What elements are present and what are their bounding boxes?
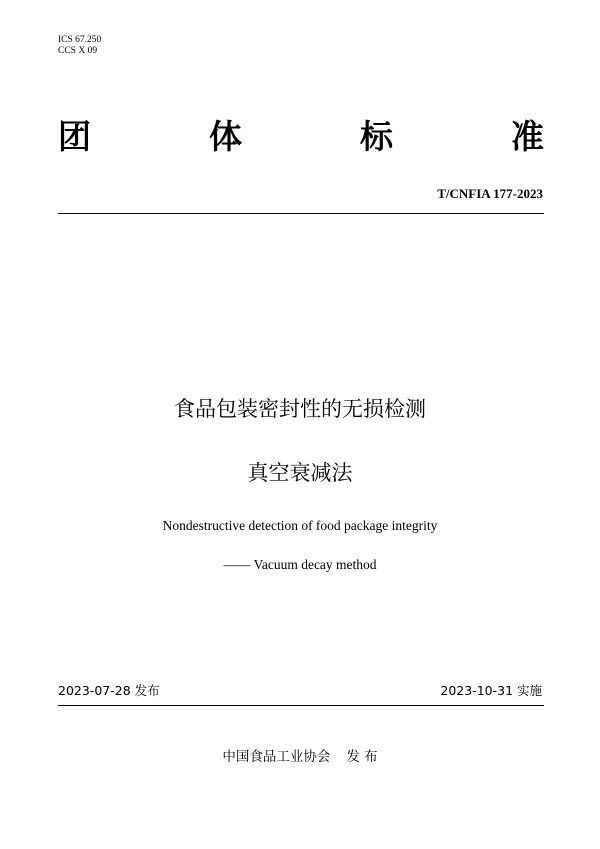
english-title-line1: Nondestructive detection of food package integrity xyxy=(162,518,438,533)
publisher-line xyxy=(0,745,600,765)
ccs-code: CCS X 09 xyxy=(58,46,98,56)
doc-type-char: 团 xyxy=(58,117,91,156)
english-title-line2: —— Vacuum decay method xyxy=(223,557,377,572)
classification-codes xyxy=(58,35,101,57)
effective-date: 2023-10-31 实施 xyxy=(440,683,542,698)
document-type-heading xyxy=(58,118,544,156)
doc-type-char: 标 xyxy=(360,117,393,156)
publisher-name: 中国食品工业协会 xyxy=(222,749,331,765)
issue-date: 2023-07-28 发布 xyxy=(58,683,160,698)
top-divider xyxy=(58,213,544,214)
doc-type-char: 准 xyxy=(511,117,544,156)
chinese-title-line2: 真空衰减法 xyxy=(247,461,353,485)
doc-type-char: 体 xyxy=(209,117,242,156)
publish-action: 发 布 xyxy=(346,749,378,765)
standard-number: T/CNFIA 177-2023 xyxy=(437,186,543,201)
bottom-divider xyxy=(58,705,544,706)
ics-code: ICS 67.250 xyxy=(58,35,102,45)
chinese-title-line1: 食品包装密封性的无损检测 xyxy=(174,397,426,421)
